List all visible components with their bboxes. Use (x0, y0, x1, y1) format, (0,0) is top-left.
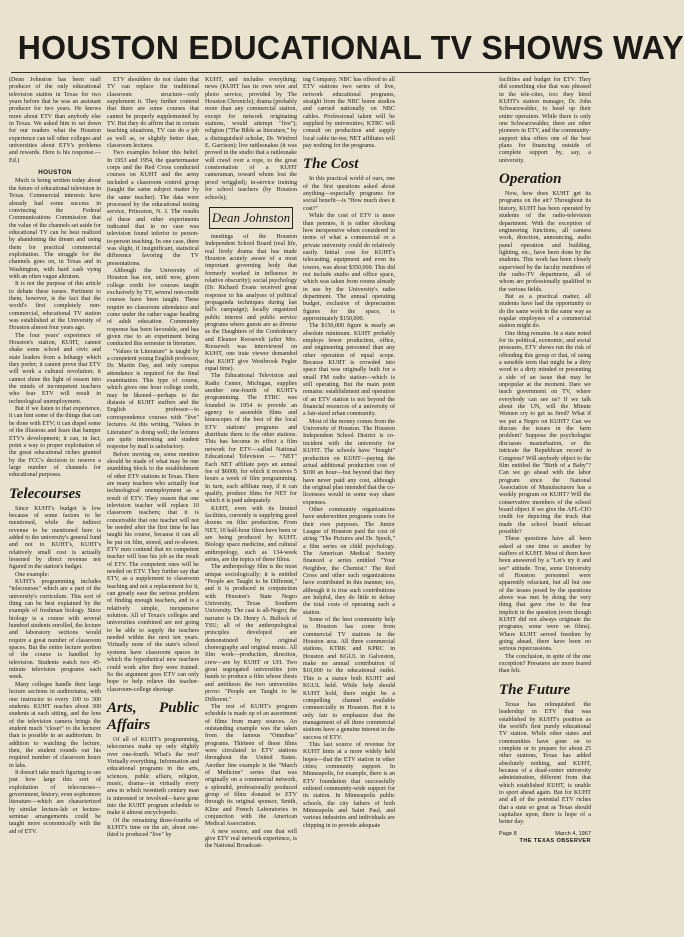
byline-box: Dean Johnston (209, 207, 293, 229)
section-heading: Telecourses (9, 485, 81, 502)
section-heading: Operation (499, 171, 562, 188)
article-paragraph: The rest of KUHT's program schedule is made up of an assortment of films from many sources. An outstanding example was the taken from the famous "Omnibus" programs. Thirteen of these films were circulated to ETV stations throughout the United States. Another fine example is the "March of Medicine" series that was originally on a commercial network, a splendid, professionally produced group of films donated to ETV through its original sponsor, Smith, Kline and French Laboratories in conjunction with the American Medical Association. (205, 703, 297, 828)
article-paragraph: (Dean Johnston has been staff producer of the only educational television station in Texas for two years before that he was an assistant producer for two years. He knows more about ETV than anybody else in Texas. We asked him to set down for our readers what the Houston experience can tell other colleges and universities about ETV's problems and rewards. Here is his response.—Ed.) (9, 77, 101, 164)
article-paragraph: Most of the money comes from the University of Houston. The Houston Independent School District is co-incident with the university for KUHT. The schools have "bought" production on KUHT—paying the actual additional production cost of $100 an hour—but beyond that they have never paid any cost, although the original plan intended that the co-licensees would in some way share expenses. (303, 418, 395, 506)
page-number: Page 8 (499, 830, 517, 837)
article-paragraph: It doesn't take much figuring to see just how large this sort of exploitation of telecourses—government, history, even sophomore literature—which are characterized by similar lecture-lab or lecture-seminar arrangements could be taught more economically with the aid of ETV. (9, 769, 101, 835)
article-paragraph: It is not the purpose of this article to debate these issues. Pertinent to them, however, is the fact that the world's first completely non-commercial, educational TV station was established at the University of Houston almost four years ago. (9, 281, 101, 332)
article-column-5 (401, 77, 493, 937)
article-paragraph: Some of the best community help in Houston has come from commercial TV stations in the Houston area. All three commercial stations, KTRK and KPRC in Houston and KGUL in Galveston, make no annual contribution of $10,000 to the educational outlet. This is a stance both KUHT and KGUL held. While help should KUHT hold, there might be a compelling channel available commercially in Houston. But it is only fair to emphasize that the management of all three commercial stations have a genuine interest in the success of ETV. (303, 617, 395, 741)
article-paragraph: One thing remains. In a state noted for its political, economic, and social pressures, ETV shows run the risk of offending this group or that, of using a sensible term that might be a dirty word to a dirty minded or presenting a side of an issue that may be unpopular at the moment. Dare we teach government on TV, where everybody can see us? If we talk about the UN, will the Minute Women cry to get us fired? What if we put a Negro on KUHT? Can we discuss the issues in the farm problem? Suppose the psychologist discusses masturbation, or the intricate the Republican record in Congress? Will anybody object to the film entitled the "Birth of a Baby"? Can we go ahead with the labor program since the National Association of Manufacturers has a weekly program on KUHT? Will the conservative members of the school board object if we give the AFL-CIO credit for depicting the truck that made the school board telecast possible? (499, 330, 591, 535)
article-column-4 (303, 77, 395, 937)
article-column-3 (205, 77, 297, 937)
article-paragraph: The $150,000 figure is nearly an absolute minimum. KUHT probably employs fewer production, office, and engineering personnel than any other operation of equal scope. Because KUHT is crowded into space that was originally built for a small FM radio station—which is still operating. But the main point remains: establishment and operation of an ETV station is not beyond the financial resources of a university of a fair-sized urban community. (303, 323, 395, 418)
article-paragraph: One example: (15, 571, 50, 578)
article-paragraph: Other community organizations have underwritten programs costs for their own purposes. The Junior League of Houston paid the cost of airing "The Pictures and Dr. Spock," a film series on child psychology. The American Medical Society financed a series entitled "Your Neighbor, the Chemist." The Red Cross and other such organizations have contributed in this manner, too, although it is true such contributions are helpful, they do little to defray the total costs of operating such a station. (303, 506, 395, 616)
article-paragraph: But as a practical matter, all students have had the opportunity to do the same work in the same way as regular employees of a commercial station might do. (499, 293, 591, 330)
publication-name: THE TEXAS OBSERVER (519, 837, 591, 844)
headline: HOUSTON EDUCATIONAL TV SHOWS WAY (17, 29, 684, 66)
article-paragraph: But if we listen to that experience, it can hint some of the things that can be done with ETV; it can dispel some of the illusions and fears that hamper ETV's development; it can, in fact, point a way to proper exploitation of the great educational riches granted by the FCC's decision to reserve a large number of channels for educational purposes. (9, 406, 101, 479)
article-paragraph: ing Company. NBC has offered to all ETV stations two series of live, network educational programs, straight from the NBC home studios and carried nationally on NBC cables. Professional talent will be supplied by universities; KTRC will consult on production and supply local cable tie-ins; NET affiliates will pay nothing for the programs. (303, 77, 395, 150)
article-paragraph: Two examples bolster this belief. In 1953 and 1954, the quartermaster corps and the Red Cross conducted courses on KUHT and the army included a classroom control group (taught the same subject matter by the same teacher). The data were processed by the educational testing service, Princeton, N. J. The results of these and other experiments indicated that in no case was television found inferior to person-to-person teaching. In one case, there was slight, if insignificant, statistical difference favoring the TV presentations. (107, 150, 199, 267)
article-paragraph: meetings of the Houston Independent School Board (real life, real lively drama that has made Houston acutely aware of a most important governing body that formerly worked in influence in relative obscurity); social psychology (Dr. Richard Evans received great response to his analyses of political propaganda techniques during last fall's campaign); locally organized public interest and public service programs where guests are as diverse as the Daughters of the Confederacy and Eleanor Roosevelt (after Mrs. Roosevelt was interviewed on KUHT, one irate viewer demanded that KUHT give Westbrook Pegler equal time). (205, 233, 297, 373)
article-paragraph: Of the remaining three-fourths of KUHT's time on the air, about one-third is produced "live" by (107, 817, 199, 839)
article-paragraph: Now, how does KUHT get its programs on the air? Throughout its history, KUHT has been operated by students of the radio-television department. With the exception of engineering functions, all camera work, direction, announcing, audio panel operation and building, lighting, etc., have been done by the students. This work has been closely supervised by the faculty members of the radio-TV department, all of whom are professionally qualified in the various fields. (499, 191, 591, 293)
page-footer (499, 831, 591, 845)
article-paragraph: Before moving on, some mention should be made of what may be one stumbling block to the establishment of other ETV stations in Texas. There are many teachers who actually fear technological unemployment as a result of ETV. They reason that one television teacher will replace 10 classroom teachers; that it is conceivable that one teacher will not be needed after the first time he has taught his course, because it can all be put on film, stored, and re-shown. ETV men contend that no competent teacher will lose his job as the result of ETV. The competent ones will be needed on ETV. They further say that ETV, as a supplement to classroom teaching and not a replacement for it, can greatly ease the serious problem of finding enough teachers, and is a relatively simple, inexpensive solution. All of Texas's colleges and universities combined are not going to be able to supply the teachers needed within the next ten years. Virtually none of the state's school systems have classroom spaces in which the hypothetical new teachers could work after they were trained. So the argument goes ETV can only hope to help relieve the teacher-classroom-college shortage. (107, 451, 199, 693)
section-heading: The Future (499, 681, 571, 698)
article-paragraph: Of all of KUHT's programming, telecourses make up only slightly over one-fourth. What's the rest? Virtually everything. Information and educational programs in the arts, sciences, public affairs, religion, music, drama—in virtually every area in which twentieth century man is interested or involved—have gone into the KUHT program schedule to make it almost encyclopedic. (107, 736, 199, 817)
headline-rule (11, 72, 589, 73)
article-paragraph: KUHT, even with its limited facilities, currently is supplying good dozens on film production. From NET, 10 half-hour films have been or are being produced by KUHT. Biology space medicine, and cultural anthropology, such as 134-week series, are the topics of these films. (205, 505, 297, 563)
issue-date: March 4, 1967 (555, 830, 591, 837)
article-paragraph: Much is being written today about the future of educational television in Texas. Commercial interests have already had some success in convincing the Federal Communications Commission that the value of the channels set aside for educational TV can be best realized by abandoning the dream and using them for practical commercial exploitation. The struggle for the channels goes on, in Texas and in Washington, with hard cash vying with an often vague altruism. (9, 178, 101, 280)
article-paragraph: KUHT's programming includes "telecourses" which are a part of the university's curriculum. This sort of thing can be best explained by the example of freshman biology. Since biology is a course with several hundred students enrolled, the lecture and laboratory sections would require a great number of classroom spaces. But the entire lecture portion of the course is handled by television. Students watch two 45-minute television programs each week. (9, 579, 101, 681)
section-heading: The Cost (303, 156, 359, 173)
article-paragraph: Since KUHT's budget is low because of some factors to be mentioned, while the indirect revenue to be mentioned here is added to the university's general fund and not to KUHT's, KUHT's relatively small cost is actually lessened by direct revenue not figured in the station's budget. (9, 505, 101, 571)
article-column-6 (499, 77, 591, 937)
article-columns (9, 77, 591, 937)
article-paragraph: facilities and budget for ETV. They did something else that was phrased in the tele-cites, too: they hired KUHT's station manager, Dr. John Schwarzwalder, to head up their entire operation. While there is only one Schwarzwalder, there are other pioneers in ETV, and the community-support idea offers one of the best plans for financing outside of complete support by, say, a university. (499, 77, 591, 164)
article-paragraph: Texas has relinquished the leadership in ETV that was established by KUHT's position as the world's first purely educational TV station. While other states and communities have gone on to complete or to prepare for about 25 other stations, Texas has added absolutely nothing, and KUHT, because of a dead-center university administration, different from that which established KUHT, is unable to sport ahead again. But for KUHT and all of the potential ETV riches that a state so great as Texas should capitalize upon, there is hope of a better day. (499, 701, 591, 826)
article-paragraph: The anthropology film is the most unique sociologically; it is entitled "People are Taught to be Different," and it is produced in conjunction with Houston's State Negro University, Texas Southern University. The cast is all-Negro; the narrator is Dr. Henry A. Bullock of TSU; all of the anthropological principles developed are demonstrated by original choreography and original music. All film work—production, direction, crew—are by KUHT or UH. Two great segregated universities join hands to produce a film whose thesis and antithesis the two universities prove: "People are Taught to be Different." (205, 564, 297, 703)
article-column-2 (107, 77, 199, 937)
article-paragraph: Although the University of Houston has not, until now, given college credit for courses taught exclusively by TV, several non-credit courses have been taught. These require no classroom attendance and come under the rather vague heading of adult education. Community response has been favorable, and has given rise to an experiment being conducted this semester in literature. (107, 267, 199, 348)
article-paragraph: The Educational Television and Radio Center, Michigan, supplies another one-fourth of KUHT's programming. The ETRC was founded in 1954 to provide an agency to assemble films and kinescopes of the best of the local ETV stations' programs and distribute them to the other stations. This has become in effect a film network for ETV—called National Educational Television — "NET" Each NET affiliate pays an annual fee of $6000, for which it receives 5 hours a week of film programming. In turn, each affiliate may, if it can qualify, produce films for NET for which it is paid adequately. (205, 373, 297, 505)
article-paragraph: Many colleges handle their large lecture sections in auditoriums, with one instructor to every 100 to 300 students. KUHT reaches about 300 students at each sitting, and the lens of the television camera brings the student much "closer" to the lecturer than is possible in an auditorium. In addition to watching the lecture, then, the student rounds out his required number of classroom hours in labs. (9, 681, 101, 769)
article-paragraph: This last source of revenue for KUHT hints at a more widely held hopes—that the ETV station in other cities; community support. In Minneapolis, for example, there is an ETV foundation that successfully enlisted community-wide support for its station. In Minneapolis public schools, the city fathers of both Minneapolis and Saint Paul, and various industries and individuals are chipping in to provide adequate (303, 741, 395, 829)
article-paragraph: The four years' experience of Houston's station, KUHT, cannot shake some school and civic and state leaders from a lethargy which they prefer; it cannot prove that ETV will work a cultural revolution; it cannot shine the light of reason into the minds of incompetent teachers who fear ETV will result in technological unemployment. (9, 332, 101, 405)
article-paragraph: These questions have all been asked at one time or another by staffers of KUHT. Most of them have been answered by a "Let's try it and see" attitude. True, some University of Houston personnel were apparently reluctant, but all but one of the issues posed by the questions above was met by doing the very thing that gave rise to the fear implicit in the question (even though KUHT did not always originate the programs; some were on films). Where KUHT served freedom by going ahead, there have been no serious repercussions. (499, 536, 591, 653)
article-paragraph: ETV shoulders do not claim that TV can replace the traditional classroom structure—only supplement it. They further contend that there are some courses that cannot be properly supplemented by TV. But they do affirm that in certain teaching situations, TV can do a job as well as, or slightly better than, classroom lectures. (107, 77, 199, 150)
dateline: HOUSTON (38, 169, 72, 177)
article-paragraph: "Values in Literature" is taught by a competent young English professor, Dr. Martin Day, and only campus attendance is required for the final examination. This type of course, which gives one hour college credit, may be likened—perhaps to the distaste of KUHT staffers and the English professor—to correspondence courses with "live" lectures. At this writing, "Values in Literature" is doing well; the lectures are quite interesting and student response by mail is satisfactory. (107, 348, 199, 451)
article-paragraph: KUHT, and includes everything; news (KUHT has its own wire and photo service, provided by The Houston Chronicle); drama (probably more than any commercial station, except for network originating stations, would attempt "live"); religion ("The Bible as literature," by a distinguished scholar, Dr. Winfred E. Garrison); live rattlesnakes (it was proved in the studio that a rattlesnake will crawl over a rope, to the great consternation of a KUHT cameraman, toward whom lost the proof wriggled); in-service training for school teachers (by Houston schools); (205, 77, 297, 201)
article-paragraph: In this practical world of ours, one of the first questions asked about anything—especially programs for social benefit—is "How much does it cost?" (303, 176, 395, 212)
article-column-1 (9, 77, 101, 937)
article-paragraph: While the cost of ETV is more than pennies, it is rather shocking how inexpensive when considered in terms of what a commercial or a private university could do relatively easily. Initial cost for KUHT's telecasting, equipment and even its towers, was about $350,000. This did not include studio and office space, which was taken from rooms already in use by the University's radio department. The annual operating budget, exclusive of depreciation figures for the space, is approximately $150,000. (303, 213, 395, 322)
section-heading: Arts, Public Affairs (107, 699, 199, 733)
article-paragraph: The conclusion, in spite of the one exception? Pressures are more feared than felt. (499, 653, 591, 675)
article-paragraph: A new source, and one that will give ETV real network experience, is the National Broadcast- (205, 828, 297, 850)
